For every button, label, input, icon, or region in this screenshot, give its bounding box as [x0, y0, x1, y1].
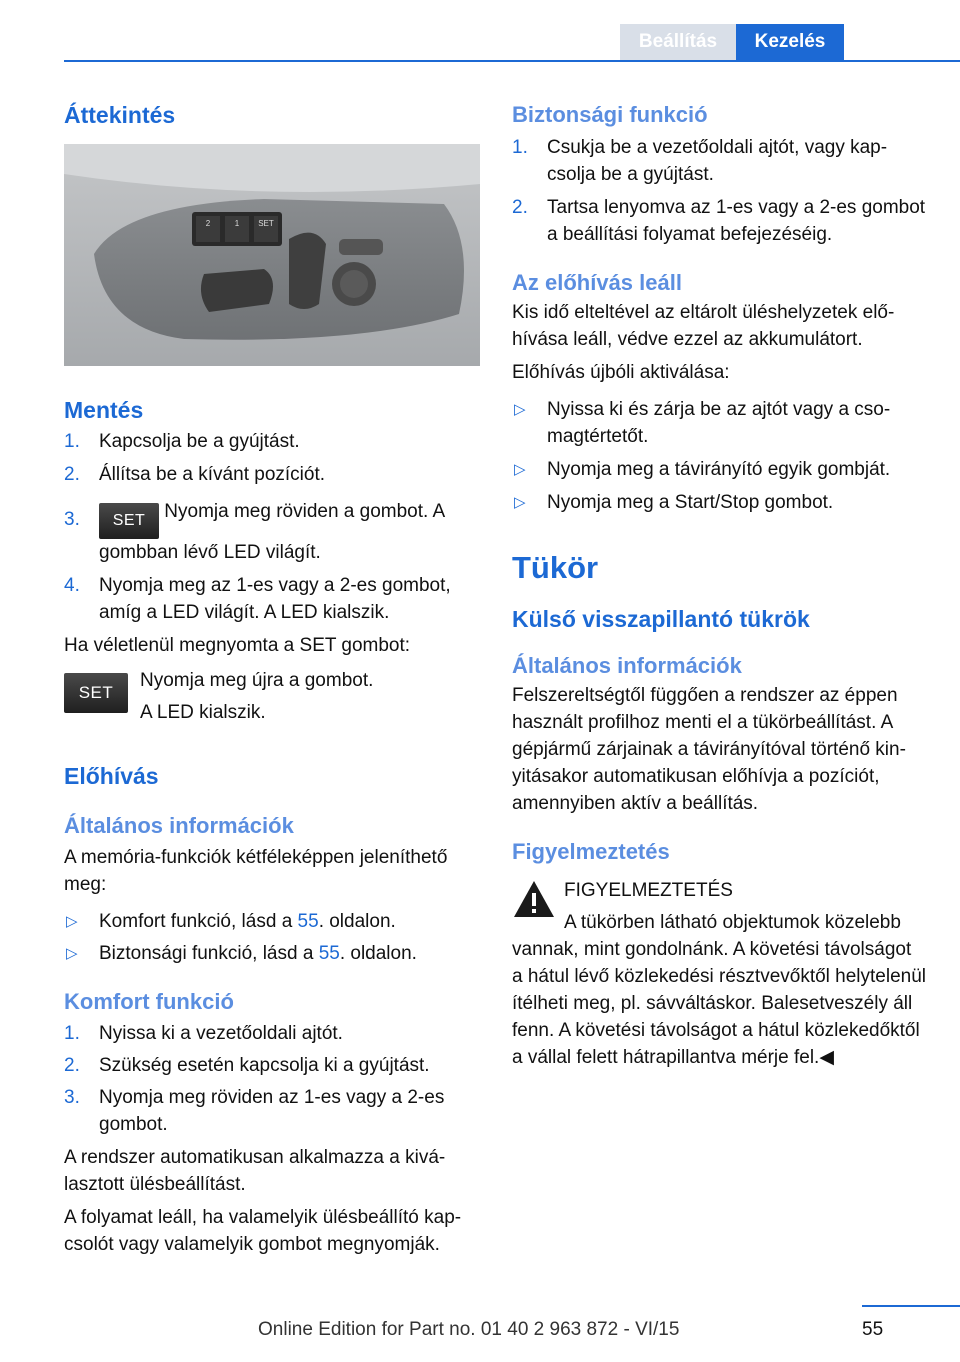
- list-item-text: . oldalon.: [318, 911, 396, 932]
- heading-general-info-2: Általános információk: [512, 653, 742, 678]
- footer-rule: [862, 1305, 960, 1307]
- general-info-text: A memória-funkciók kétféleképpen jeleníthető meg:: [64, 847, 448, 895]
- accidental-press-text: Ha véletlenül megnyomta a SET gombot:: [64, 635, 411, 656]
- edition-text: Online Edition for Part no. 01 40 2 963 872 - VI/15: [258, 1319, 680, 1340]
- triangle-bullet-icon: ▷: [514, 494, 526, 511]
- list-item-text: Nyomja meg a Start/Stop gombot.: [547, 492, 834, 513]
- list-item: [512, 396, 926, 450]
- set-button-icon: SET: [99, 503, 159, 539]
- save-steps: [64, 428, 484, 626]
- warning-first-line: A tükörben látható objektumok közelebb: [564, 912, 901, 933]
- list-item: [64, 940, 484, 967]
- right-column: [512, 100, 926, 1071]
- set-button-large-icon: SET: [64, 673, 128, 713]
- reactivate-text: Előhívás újbóli aktiválása:: [512, 362, 730, 383]
- warning-heading: FIGYELMEZTETÉS: [564, 880, 733, 901]
- step-number: 2.: [64, 1055, 80, 1076]
- save-step: [64, 461, 484, 488]
- step-text: Állítsa be a kívánt pozíciót.: [99, 464, 326, 485]
- save-step: [64, 428, 484, 455]
- comfort-steps: [64, 1020, 484, 1138]
- safety-step: [512, 194, 926, 248]
- led-off-text: A LED kialszik.: [140, 702, 266, 723]
- comfort-auto-text: A rendszer automatikusan alkalmazza a kiválasztott ülésbeállítást.: [64, 1147, 446, 1195]
- list-item-text: Komfort funkció, lásd a: [99, 911, 298, 932]
- save-step: [64, 498, 484, 566]
- triangle-bullet-icon: ▷: [514, 461, 526, 478]
- tab-beallitas[interactable]: Beállítás: [620, 24, 736, 60]
- step-number: 3.: [64, 509, 80, 530]
- step-number: 1.: [64, 431, 80, 452]
- tab-kezeles[interactable]: Kezelés: [736, 24, 844, 60]
- heading-comfort: Komfort funkció: [64, 989, 234, 1014]
- comfort-step: [64, 1084, 484, 1138]
- step-text: Kapcsolja be a gyújtást.: [99, 431, 300, 452]
- list-item-text: . oldalon.: [339, 943, 417, 964]
- triangle-bullet-icon: ▷: [66, 945, 78, 962]
- heading-recall-stops: Az előhívás leáll: [512, 270, 682, 295]
- save-step: [64, 572, 484, 626]
- warning-triangle-icon: [512, 879, 556, 919]
- list-item-text: Nyomja meg a távirányító egyik gombját.: [547, 459, 891, 480]
- step-text: Csukja be a vezetőoldali ajtót, vagy kapcsolja be a gyújtást.: [547, 137, 888, 185]
- heading-general-info: Általános információk: [64, 813, 294, 838]
- warning-text: vannak, mint gondolnánk. A követési távolságot a hátul lévő közlekedési résztvevőktől helytelenül ítélheti meg, pl. sávváltáskor. Balesetveszély áll fenn. A követési távolságot a hátul közlekedőktől a vállal felett hátrapillantva mérje fel.◀: [512, 939, 927, 1068]
- triangle-bullet-icon: ▷: [514, 401, 526, 418]
- memory-button-2-label: 2: [205, 219, 211, 228]
- list-item: [64, 908, 484, 935]
- step-text: Tartsa lenyomva az 1-es vagy a 2-es gombot a beállítási folyamat befejezéséig.: [547, 197, 926, 245]
- comfort-stop-text: A folyamat leáll, ha valamelyik ülésbeállító kapcsolót vagy valamelyik gombot megnyomják.: [64, 1207, 462, 1255]
- step-number: 2.: [64, 464, 80, 485]
- list-item: [512, 456, 926, 483]
- list-item: [512, 489, 926, 516]
- comfort-step: [64, 1052, 484, 1079]
- list-item-text: Biztonsági funkció, lásd a: [99, 943, 319, 964]
- mirror-info-text: Felszereltségtől függően a rendszer az éppen használt profilhoz menti el a tükörbeállítást. A gépjármű zárjainak a távirányítóval történő kinyitásakor automatikusan előhívja a pozíciót, amennyiben aktív a beállítás.: [512, 685, 906, 814]
- safety-step: [512, 134, 926, 188]
- step-number: 4.: [64, 575, 80, 596]
- triangle-bullet-icon: ▷: [66, 913, 78, 930]
- recall-stops-text: Kis idő elteltével az eltárolt üléshelyzetek előhívása leáll, védve ezzel az akkumulátort.: [512, 302, 895, 350]
- step-number: 3.: [64, 1087, 80, 1108]
- heading-outside-mirrors: Külső visszapillantó tükrök: [512, 606, 810, 632]
- seat-controls-photo: [64, 144, 480, 366]
- memory-button-1-label: 1: [234, 219, 240, 228]
- page-header: [0, 24, 960, 62]
- comfort-step: [64, 1020, 484, 1047]
- step-text: Szükség esetén kapcsolja ki a gyújtást.: [99, 1055, 430, 1076]
- step-text: Nyomja meg röviden a gombot. A gombban lévő LED világít.: [99, 501, 445, 563]
- page-number: 55: [862, 1319, 884, 1340]
- heading-recall: Előhívás: [64, 763, 159, 789]
- left-column: [64, 100, 484, 1258]
- heading-overview: Áttekintés: [64, 102, 176, 128]
- heading-mirror: Tükör: [512, 550, 599, 585]
- warning-block: [512, 877, 926, 1071]
- heading-warning: Figyelmeztetés: [512, 839, 670, 864]
- step-number: 1.: [512, 137, 528, 158]
- step-number: 2.: [512, 197, 528, 218]
- safety-steps: [512, 134, 926, 248]
- heading-safety: Biztonsági funkció: [512, 102, 708, 127]
- page-link[interactable]: 55: [318, 943, 340, 964]
- set-button-label: SET: [258, 219, 274, 228]
- general-info-list: [64, 908, 484, 967]
- step-number: 1.: [64, 1023, 80, 1044]
- heading-save: Mentés: [64, 397, 144, 423]
- list-item-text: Nyissa ki és zárja be az ajtót vagy a csomagtértetőt.: [547, 399, 891, 447]
- seat-controls-illustration: [64, 144, 480, 366]
- header-rule: [64, 60, 960, 62]
- step-text: Nyomja meg az 1-es vagy a 2-es gombot, amíg a LED világít. A LED kialszik.: [99, 575, 451, 623]
- step-text: Nyissa ki a vezetőoldali ajtót.: [99, 1023, 343, 1044]
- step-text: Nyomja meg röviden az 1-es vagy a 2-es gombot.: [99, 1087, 445, 1135]
- press-again-text: Nyomja meg újra a gombot.: [140, 670, 374, 691]
- reactivate-list: [512, 396, 926, 516]
- page-link[interactable]: 55: [297, 911, 319, 932]
- set-note: [64, 667, 484, 741]
